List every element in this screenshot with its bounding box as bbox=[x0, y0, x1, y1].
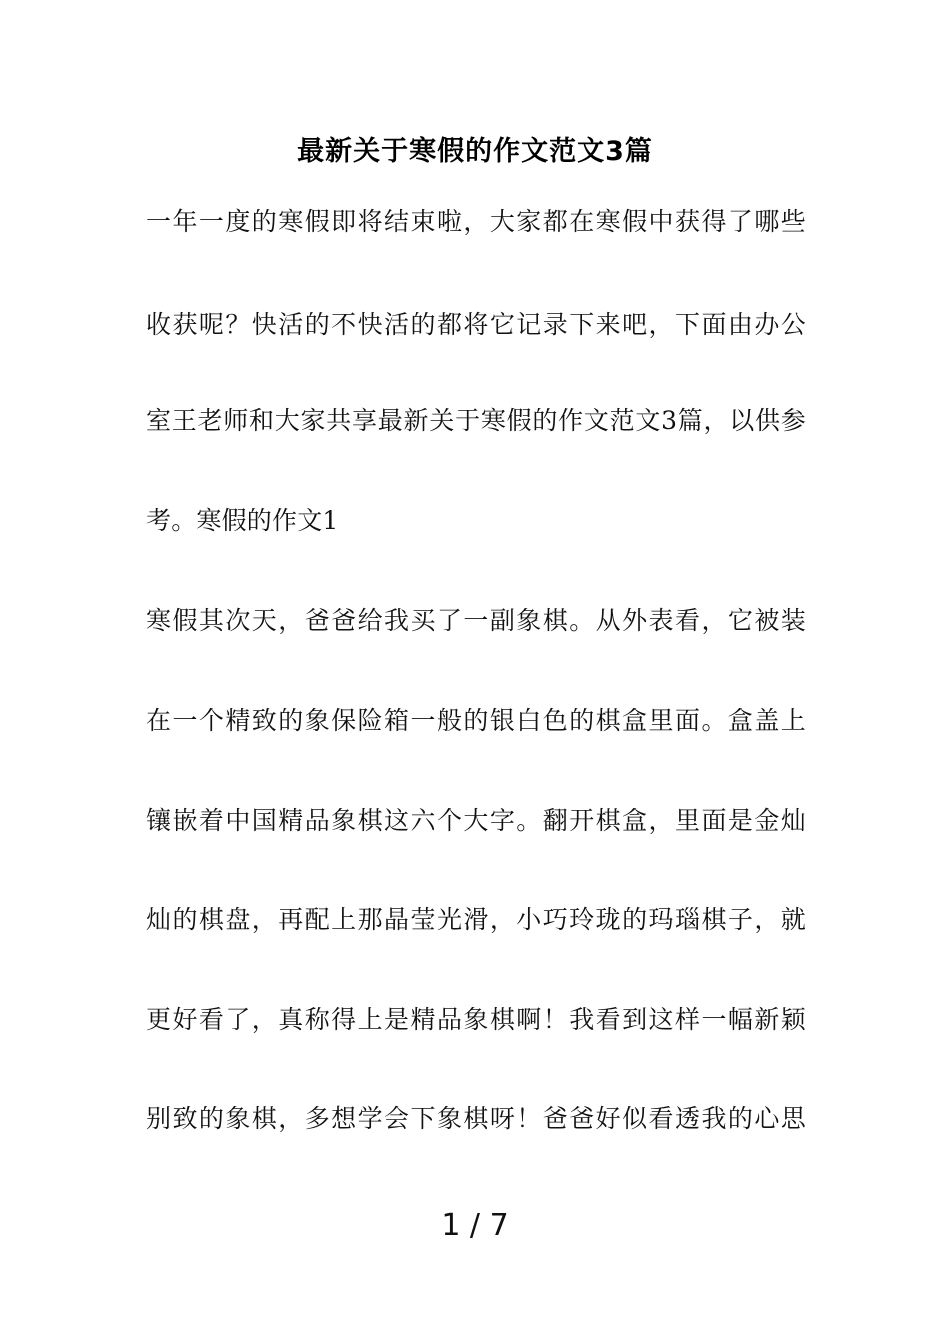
body-text-line: 寒假其次天，爸爸给我买了一副象棋。从外表看，它被装 bbox=[146, 606, 806, 635]
body-text-line: 一年一度的寒假即将结束啦，大家都在寒假中获得了哪些 bbox=[146, 207, 806, 236]
body-text-line: 室王老师和大家共享最新关于寒假的作文范文3篇，以供参 bbox=[146, 406, 806, 435]
document-title: 最新关于寒假的作文范文3篇 bbox=[297, 136, 653, 167]
body-text-line: 更好看了，真称得上是精品象棋啊！我看到这样一幅新颖 bbox=[146, 1005, 806, 1034]
body-text-line: 镶嵌着中国精品象棋这六个大字。翻开棋盒，里面是金灿 bbox=[146, 806, 806, 835]
body-text-line: 别致的象棋，多想学会下象棋呀！爸爸好似看透我的心思 bbox=[146, 1104, 806, 1133]
body-text-line: 考。寒假的作文1 bbox=[146, 506, 339, 535]
page-indicator: 1 / 7 bbox=[441, 1208, 509, 1243]
body-text-line: 在一个精致的象保险箱一般的银白色的棋盒里面。盒盖上 bbox=[146, 706, 806, 735]
body-text-line: 灿的棋盘，再配上那晶莹光滑，小巧玲珑的玛瑙棋子，就 bbox=[146, 905, 806, 934]
body-text-line: 收获呢？快活的不快活的都将它记录下来吧，下面由办公 bbox=[146, 310, 806, 339]
